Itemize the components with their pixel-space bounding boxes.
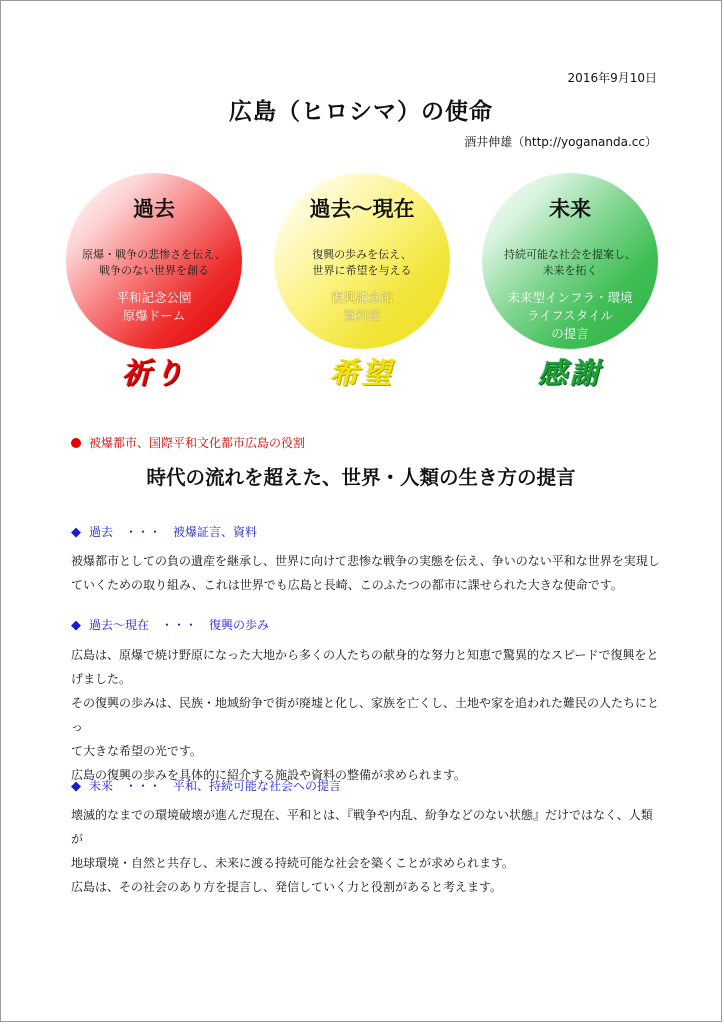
present-heading: 過去～現在	[309, 197, 415, 221]
section-heading-text: 過去 ・・・ 被爆証言、資料	[89, 525, 258, 539]
future-place-line: 未来型インフラ・環境	[507, 290, 633, 305]
section-present-body	[71, 643, 661, 787]
past-description-line: 原爆・戦争の悲惨さを伝え、	[82, 248, 226, 261]
present-circle	[274, 173, 450, 349]
past-heading: 過去	[133, 197, 175, 221]
virtue-hope: 希望	[329, 356, 394, 390]
future-circle	[482, 173, 658, 349]
future-description-line: 持続可能な社会を提案し、	[504, 248, 636, 261]
present-description-line: 世界に希望を与える	[312, 264, 412, 277]
section-future-heading	[71, 777, 341, 794]
paragraph-line: ていくための取り組み、これは世界でも広島と長崎、このふたつの都市に課せられた大きな使命です。	[71, 578, 623, 592]
future-place-line: ライフスタイル	[526, 308, 613, 323]
present-description-line: 復興の歩みを伝え、	[312, 248, 412, 261]
present-place-line: 資料館	[343, 308, 381, 323]
past-place-line: 平和記念公園	[116, 290, 192, 305]
paragraph-line: 被爆都市としての負の遺産を継承し、世界に向けて悲惨な戦争の実態を伝え、争いのない平和な世界を実現し	[71, 554, 660, 568]
present-place-line: 復興記念館	[330, 290, 394, 305]
paragraph-line: 壊滅的なまでの環境破壊が進んだ現在、平和とは、『戦争や内乱、紛争などのない状態』だけではなく、人類が	[71, 808, 653, 846]
present-description	[274, 247, 450, 279]
role-text: 被爆都市、国際平和文化都市広島の役割	[89, 436, 306, 450]
section-future-body	[71, 803, 661, 899]
role-line	[71, 434, 305, 451]
present-places	[274, 289, 450, 325]
past-description-line: 戦争のない世界を創る	[99, 264, 209, 277]
main-headline: 時代の流れを超えた、世界・人類の生き方の提言	[146, 466, 576, 489]
document-date: 2016年9月10日	[567, 71, 657, 85]
virtue-gratitude: 感謝	[537, 356, 602, 390]
future-heading: 未来	[549, 197, 591, 221]
red-dot-icon	[71, 438, 81, 448]
future-description	[482, 247, 658, 279]
future-description-line: 未来を拓く	[542, 264, 598, 277]
paragraph-line: 地球環境・自然と共存し、未来に渡る持続可能な社会を築くことが求められます。	[71, 856, 515, 870]
section-past-heading	[71, 523, 257, 540]
section-heading-text: 過去～現在 ・・・ 復興の歩み	[89, 618, 270, 632]
document-title: 広島（ヒロシマ）の使命	[229, 99, 493, 125]
past-place-line: 原爆ドーム	[122, 308, 186, 323]
paragraph-line: て大きな希望の光です。	[71, 744, 203, 758]
section-present-heading	[71, 616, 269, 633]
section-past-body	[71, 549, 661, 597]
future-place-line: の提言	[551, 326, 589, 341]
virtue-prayer: 祈り	[121, 356, 186, 390]
paragraph-line: その復興の歩みは、民族・地域紛争で街が廃墟と化し、家族を亡くし、土地や家を追われた難民の人たちにとっ	[71, 696, 660, 734]
section-heading-text: 未来 ・・・ 平和、持続可能な社会への提言	[89, 779, 342, 793]
past-places	[66, 289, 242, 325]
paragraph-line: 広島は、原爆で焼け野原になった大地から多くの人たちの献身的な努力と知恵で驚異的なスピードで復興をと	[71, 648, 659, 662]
document-author: 酒井伸雄（http://yogananda.cc）	[464, 135, 657, 149]
paragraph-line: 広島の復興の歩みを具体的に紹介する施設や資料の整備が求められます。	[71, 768, 467, 782]
past-description	[66, 247, 242, 279]
diamond-icon: ◆	[71, 525, 81, 540]
paragraph-line: 広島は、その社会のあり方を提言し、発信していく力と役割があると考えます。	[71, 880, 503, 894]
past-circle	[66, 173, 242, 349]
diamond-icon: ◆	[71, 618, 81, 633]
paragraph-line: げました。	[71, 672, 132, 686]
diamond-icon: ◆	[71, 779, 81, 794]
future-places	[482, 289, 658, 343]
